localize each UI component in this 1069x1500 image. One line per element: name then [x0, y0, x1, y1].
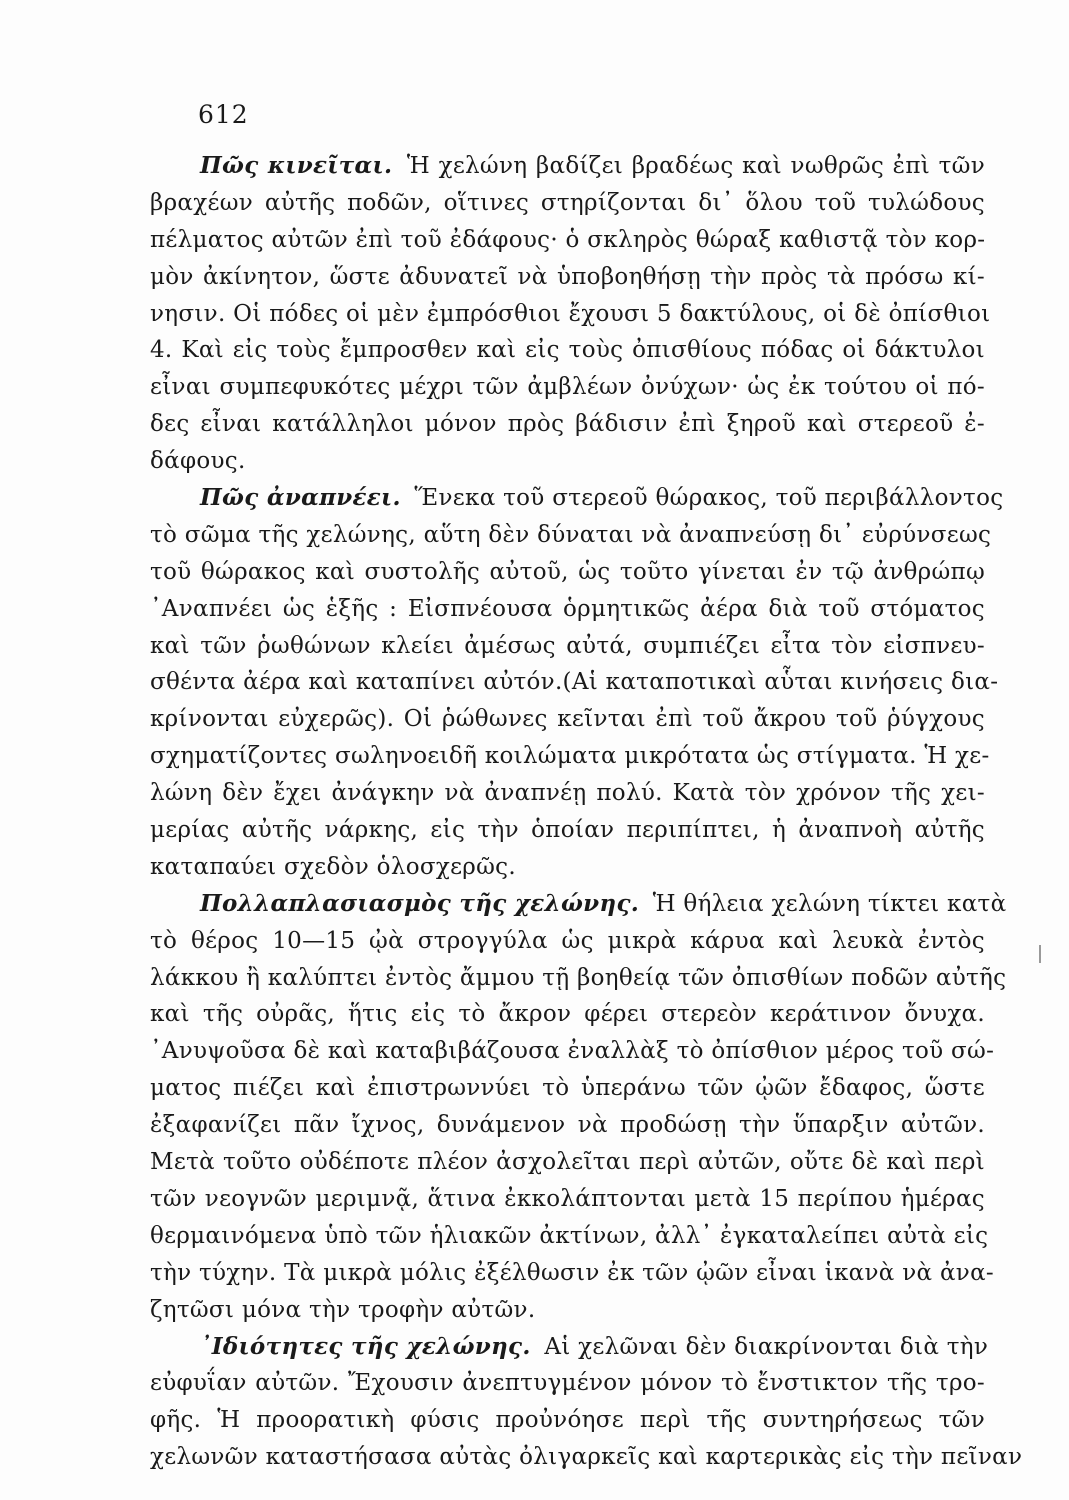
text-line: πέλματος αὐτῶν ἐπὶ τοῦ ἐδάφους· ὁ σκληρὸς θώραξ καθιστᾷ τὸν κορ- [150, 226, 986, 253]
text-line: Πῶς ἀναπνέει. Ἕνεκα τοῦ στερεοῦ θώρακος, τοῦ περιβάλλοντος [200, 484, 1004, 512]
text-line: εἶναι συμπεφυκότες μέχρι τῶν ἀμβλέων ὀνύχων· ὡς ἐκ τούτου οἱ πό- [150, 374, 985, 401]
text-line: δες εἶναι κατάλληλοι μόνον πρὸς βάδισιν ἐπὶ ξηροῦ καὶ στερεοῦ ἐ- [150, 411, 985, 438]
text-line: Μετὰ τοῦτο οὐδέποτε πλέον ἀσχολεῖται περὶ αὐτῶν, οὔτε δὲ καὶ περὶ [150, 1149, 985, 1176]
section-heading: Πῶς κινεῖται. [200, 152, 393, 179]
text-line: ματος πιέζει καὶ ἐπιστρωννύει τὸ ὑπεράνω τῶν ᾠῶν ἔδαφος, ὥστε [150, 1075, 985, 1102]
text-line: τοῦ θώρακος καὶ συστολῆς αὐτοῦ, ὡς τοῦτο γίνεται ἐν τῷ ἀνθρώπῳ [150, 558, 985, 585]
text-line: νησιν. Οἱ πόδες οἱ μὲν ἐμπρόσθιοι ἔχουσι 5 δακτύλους, οἱ δὲ ὀπίσθιοι [150, 300, 991, 327]
margin-mark [1039, 945, 1041, 963]
text-line: φῆς. Ἡ προορατικὴ φύσις προὐνόησε περὶ τῆς συντηρήσεως τῶν [150, 1407, 985, 1434]
text-line: καὶ τῆς οὐρᾶς, ἥτις εἰς τὸ ἄκρον φέρει στερεὸν κεράτινον ὄνυχα. [150, 1001, 985, 1028]
page-number: 612 [198, 100, 249, 129]
text-line: σχηματίζοντες σωληνοειδῆ κοιλώματα μικρότατα ὡς στίγματα. Ἡ χε- [150, 743, 990, 770]
text-line: βραχέων αὐτῆς ποδῶν, οἵτινες στηρίζονται δι᾿ ὅλου τοῦ τυλώδους [150, 189, 985, 216]
text-line: μερίας αὐτῆς νάρκης, εἰς τὴν ὁποίαν περιπίπτει, ἡ ἀναπνοὴ αὐτῆς [150, 817, 985, 844]
text-line: καὶ τῶν ῥωθώνων κλείει ἀμέσως αὐτά, συμπιέζει εἶτα τὸν εἰσπνευ- [150, 632, 985, 659]
text-line: χελωνῶν καταστήσασα αὐτὰς ὀλιγαρκεῖς καὶ καρτερικὰς εἰς τὴν πεῖναν [150, 1444, 1023, 1471]
text-line: τὴν τύχην. Τὰ μικρὰ μόλις ἐξέλθωσιν ἐκ τῶν ᾠῶν εἶναι ἱκανὰ νὰ ἀνα- [150, 1259, 994, 1286]
section-heading: ᾿Ιδιότητες τῆς χελώνης. [200, 1332, 531, 1360]
text-line: λώνη δὲν ἔχει ἀνάγκην νὰ ἀναπνέῃ πολύ. Κατὰ τὸν χρόνον τῆς χει- [150, 780, 985, 807]
text-line: Πῶς κινεῖται. Ἡ χελώνη βαδίζει βραδέως καὶ νωθρῶς ἐπὶ τῶν [200, 152, 985, 179]
text-line: θερμαινόμενα ὑπὸ τῶν ἡλιακῶν ἀκτίνων, ἀλλ᾿ ἐγκαταλείπει αὐτὰ εἰς [150, 1222, 989, 1249]
text-line: τὸ θέρος 10—15 ᾠὰ στρογγύλα ὡς μικρὰ κάρυα καὶ λευκὰ ἐντὸς [150, 927, 985, 954]
text-line: τῶν νεογνῶν μεριμνᾷ, ἅτινα ἐκκολάπτονται μετὰ 15 περίπου ἡμέρας [150, 1185, 985, 1212]
section-heading: Πῶς ἀναπνέει. [200, 484, 401, 512]
text-line: ᾿Αναπνέει ὡς ἑξῆς : Εἰσπνέουσα ὁρμητικῶς ἀέρα διὰ τοῦ στόματος [150, 595, 985, 622]
text-line: ζητῶσι μόνα τὴν τροφὴν αὐτῶν. [150, 1296, 536, 1323]
text-line: ᾿Ανυψοῦσα δὲ καὶ καταβιβάζουσα ἐναλλὰξ τὸ ὀπίσθιον μέρος τοῦ σώ- [150, 1038, 995, 1065]
text-line: μὸν ἀκίνητον, ὥστε ἀδυνατεῖ νὰ ὑποβοηθήσῃ τὴν πρὸς τὰ πρόσω κί- [150, 263, 985, 290]
page-body [150, 148, 1023, 1476]
text-line: Πολλαπλασιασμὸς τῆς χελώνης. Ἡ θήλεια χελώνη τίκτει κατὰ [200, 889, 1007, 917]
text-line: καταπαύει σχεδὸν ὁλοσχερῶς. [150, 853, 516, 880]
text-line: ᾿Ιδιότητες τῆς χελώνης. Αἱ χελῶναι δὲν διακρίνονται διὰ τὴν [200, 1332, 989, 1360]
text-line: λάκκου ἢ καλύπτει ἐντὸς ἄμμου τῇ βοηθείᾳ τῶν ὀπισθίων ποδῶν αὐτῆς [150, 964, 1007, 991]
text-line: τὸ σῶμα τῆς χελώνης, αὕτη δὲν δύναται νὰ ἀναπνεύσῃ δι᾿ εὐρύνσεως [150, 521, 992, 548]
text-line: 4. Καὶ εἰς τοὺς ἔμπροσθεν καὶ εἰς τοὺς ὀπισθίους πόδας οἱ δάκτυλοι [150, 337, 985, 364]
text-line: σθέντα ἀέρα καὶ καταπίνει αὐτόν.(Αἱ καταποτικαὶ αὗται κινήσεις δια- [150, 669, 999, 696]
text-line: ἐξαφανίζει πᾶν ἴχνος, δυνάμενον νὰ προδώσῃ τὴν ὕπαρξιν αὐτῶν. [150, 1112, 985, 1139]
text-line: κρίνονται εὐχερῶς). Οἱ ῥώθωνες κεῖνται ἐπὶ τοῦ ἄκρου τοῦ ῥύγχους [150, 706, 985, 733]
text-line: εὐφυΐαν αὐτῶν. Ἔχουσιν ἀνεπτυγμένον μόνον τὸ ἔνστικτον τῆς τρο- [150, 1370, 985, 1397]
text-line: δάφους. [150, 448, 246, 475]
section-heading: Πολλαπλασιασμὸς τῆς χελώνης. [200, 889, 640, 917]
